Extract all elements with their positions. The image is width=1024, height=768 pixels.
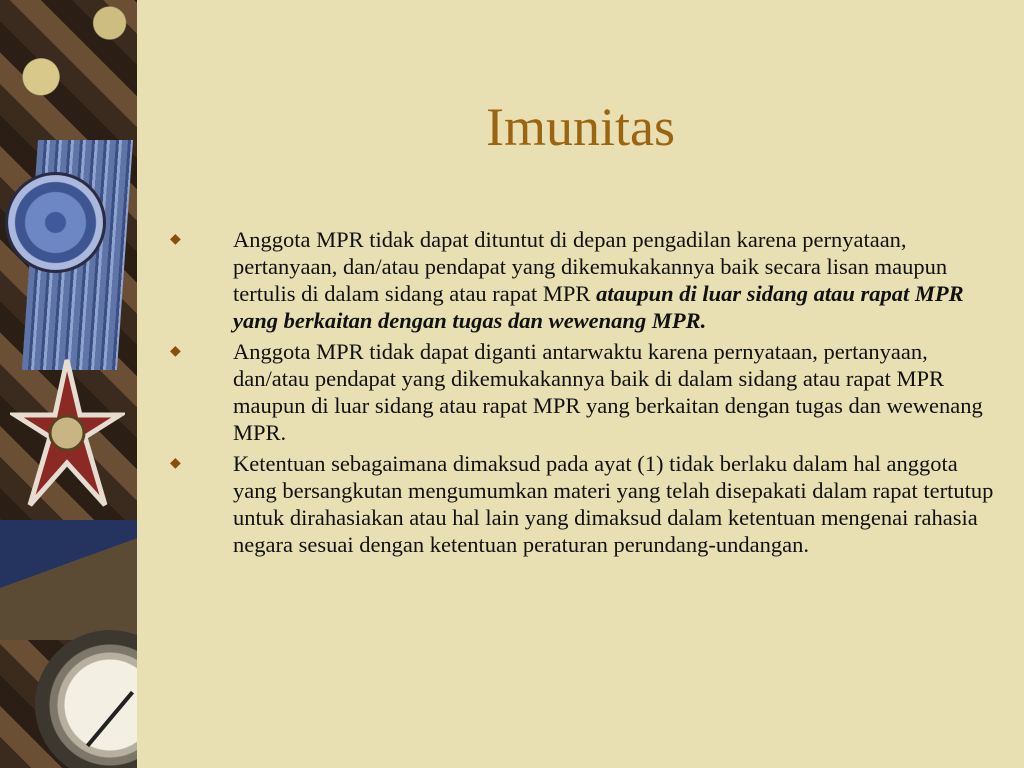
rosette-medal-graphic xyxy=(8,175,103,270)
diamond-bullet-icon: ◆ xyxy=(170,344,181,359)
diamond-bullet-icon: ◆ xyxy=(170,456,181,471)
bullet-text xyxy=(233,226,1000,334)
bullet-item xyxy=(170,450,1000,558)
bullet-text: Anggota MPR tidak dapat diganti antarwaktu karena pernyataan, pertanyaan, dan/atau pendapat yang dikemukakannya baik di dalam sidang atau rapat MPR maupun di luar sidang atau rapat MPR yang berkaitan dengan tugas dan wewenang MPR. xyxy=(233,339,983,445)
compass-icon xyxy=(35,630,137,768)
slide-title: Imunitas xyxy=(486,97,675,157)
bullet-list xyxy=(170,226,1000,562)
bullet-text: Ketentuan sebagaimana dimaksud pada ayat (1) tidak berlaku dalam hal anggota yang bersangkutan mengumumkan materi yang telah disepakati dalam rapat tertutup untuk dirahasiakan atau hal lain yang dimaksud dalam ketentuan mengenai rahasia negara sesuai dengan ketentuan peraturan perundang-undangan. xyxy=(233,451,994,557)
bullet-item xyxy=(170,226,1000,334)
bullet-item xyxy=(170,338,1000,446)
diamond-bullet-icon: ◆ xyxy=(170,232,181,247)
decorative-side-image xyxy=(0,0,137,768)
cross-medal-icon xyxy=(10,355,125,515)
bullet-text-regular: Anggota MPR tidak dapat dituntut di depan pengadilan karena pernyataan, pertanyaan, dan/atau pendapat yang dikemukakannya baik secara lisan maupun tertulis di dalam sidang atau rapat MPR xyxy=(233,227,948,306)
strap-graphic xyxy=(0,520,137,640)
bullet-text-emphasis: ataupun di luar sidang atau rapat MPR yang berkaitan dengan tugas dan wewenang MPR. xyxy=(233,281,964,333)
